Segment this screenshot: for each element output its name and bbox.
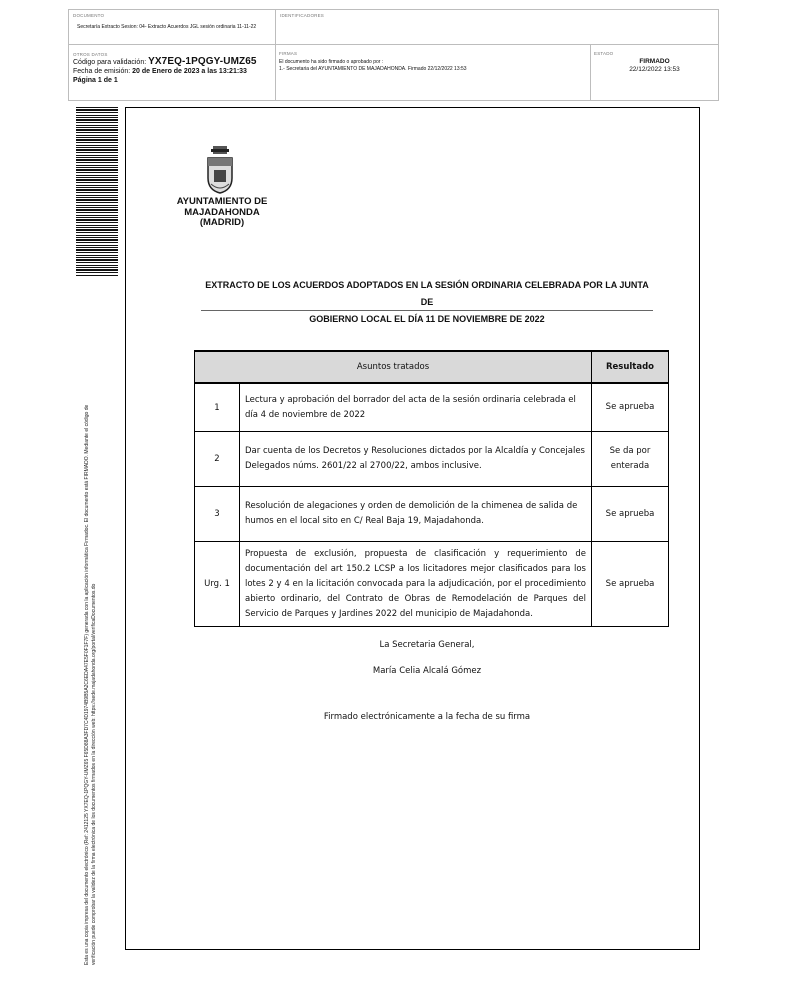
item-number: Urg. 1 [195,542,240,627]
barcode-icon [76,107,118,277]
signature-role: La Secretaria General, [379,640,475,650]
table-row [195,542,669,627]
title-line-1: EXTRACTO DE LOS ACUERDOS ADOPTADOS EN LA SESIÓN ORDINARIA CELEBRADA POR LA JUNTA DE [205,280,649,307]
item-number: 3 [195,487,240,542]
firmas-signer: 1.- Secretaria del AYUNTAMIENTO DE MAJADAHONDA. Firmado 22/12/2022 13:53 [279,65,467,72]
documento-cell [69,10,276,45]
identificadores-label: IDENTIFICADORES [280,13,325,18]
item-number: 1 [195,383,240,432]
side-text-line-1: Esta es una copia impresa del documento electrónico (Ref: 2412125 YX7EQ-1PQGY-UMZ65 F65D88A3FD7C4D1974B9B5A2C6EDA47E5F0F1F7F) generada con la aplicación informática Firmadoc. El documento está FIRMADO. Mediante el código de [84,404,90,965]
document-title [200,277,654,328]
otros-datos-cell [69,45,276,101]
org-line-2: MAJADAHONDA [184,206,260,218]
estado-cell [591,45,718,101]
org-line-3: (MADRID) [199,217,245,228]
item-result: Se aprueba [592,542,669,627]
documento-label: DOCUMENTO [73,13,105,18]
identificadores-cell [276,10,718,45]
item-text: Lectura y aprobación del borrador del acta de la sesión ordinaria celebrada el día 4 de noviembre de 2022 [240,383,592,432]
otros-datos-label: OTROS DATOS [73,52,108,57]
title-divider [201,310,653,311]
estado-date: 22/12/2022 13:53 [629,66,680,73]
validation-code-label: Código para validación: [73,59,147,66]
column-header-asuntos: Asuntos tratados [195,351,592,383]
issue-date-label: Fecha de emisión: [73,68,131,75]
documento-value: Secretaría Extracto Sesion: 04- Extracto Acuerdos JGL sesión ordinaria 11-11-22 [77,24,257,30]
table-row [195,487,669,542]
firmas-label: FIRMAS [279,51,298,56]
table-header-row [195,351,669,383]
item-number: 2 [195,432,240,487]
item-result: Se aprueba [592,487,669,542]
issue-date-line [73,67,271,76]
document-metadata-box [68,9,719,101]
signature-note: Firmado electrónicamente a la fecha de su firma [323,712,531,722]
side-text-line-2: verificación puede comprobar la validez de la firma electrónica de los documentos firmados en la dirección web: https://sede.majadahonda.org/portal/verificaDocumentos.do [91,583,97,965]
coat-of-arms-icon [205,146,235,194]
item-result-line-2: enterada [610,461,650,471]
item-result-line-1: Se da por [609,446,651,456]
signature-name: María Celia Alcalá Gómez [372,666,482,676]
side-verification-text [84,305,98,965]
estado-label: ESTADO [594,51,614,56]
org-line-1: AYUNTAMIENTO DE [176,196,268,207]
item-result: Se aprueba [592,383,669,432]
validation-code-line [73,57,271,67]
firmas-cell [276,45,591,101]
table-row [195,383,669,432]
title-line-2: GOBIERNO LOCAL EL DÍA 11 DE NOVIEMBRE DE 2022 [309,314,545,324]
firmas-intro: El documento ha sido firmado o aprobado por : [279,59,384,65]
item-text: Dar cuenta de los Decretos y Resoluciones dictados por la Alcaldía y Concejales Delegados núms. 2601/22 al 2700/22, ambos inclusive. [240,432,592,487]
page-count: Página 1 de 1 [73,77,118,84]
table-row [195,432,669,487]
column-header-resultado: Resultado [592,351,669,383]
agenda-table [194,350,669,627]
organization-name [160,197,284,229]
validation-code: YX7EQ-1PQGY-UMZ65 [148,56,257,67]
issue-date-value: 20 de Enero de 2023 a las 13:21:33 [132,68,247,75]
item-result [592,432,669,487]
estado-value: FIRMADO 22/12/2022 13:53 [629,58,680,73]
item-text: Propuesta de exclusión, propuesta de clasificación y requerimiento de documentación del art 150.2 LCSP a los licitadores mejor clasificados para los lotes 2 y 4 en la licitación convocada para la adjudicación, por el procedimiento abierto ordinario, del Contrato de Obras de Remodelación de Parques del Servicio de Parques y Jardines 2022 del municipio de Majadahonda. [240,542,592,627]
item-text: Resolución de alegaciones y orden de demolición de la chimenea de salida de humos en el local sito en C/ Real Baja 19, Majadahonda. [240,487,592,542]
